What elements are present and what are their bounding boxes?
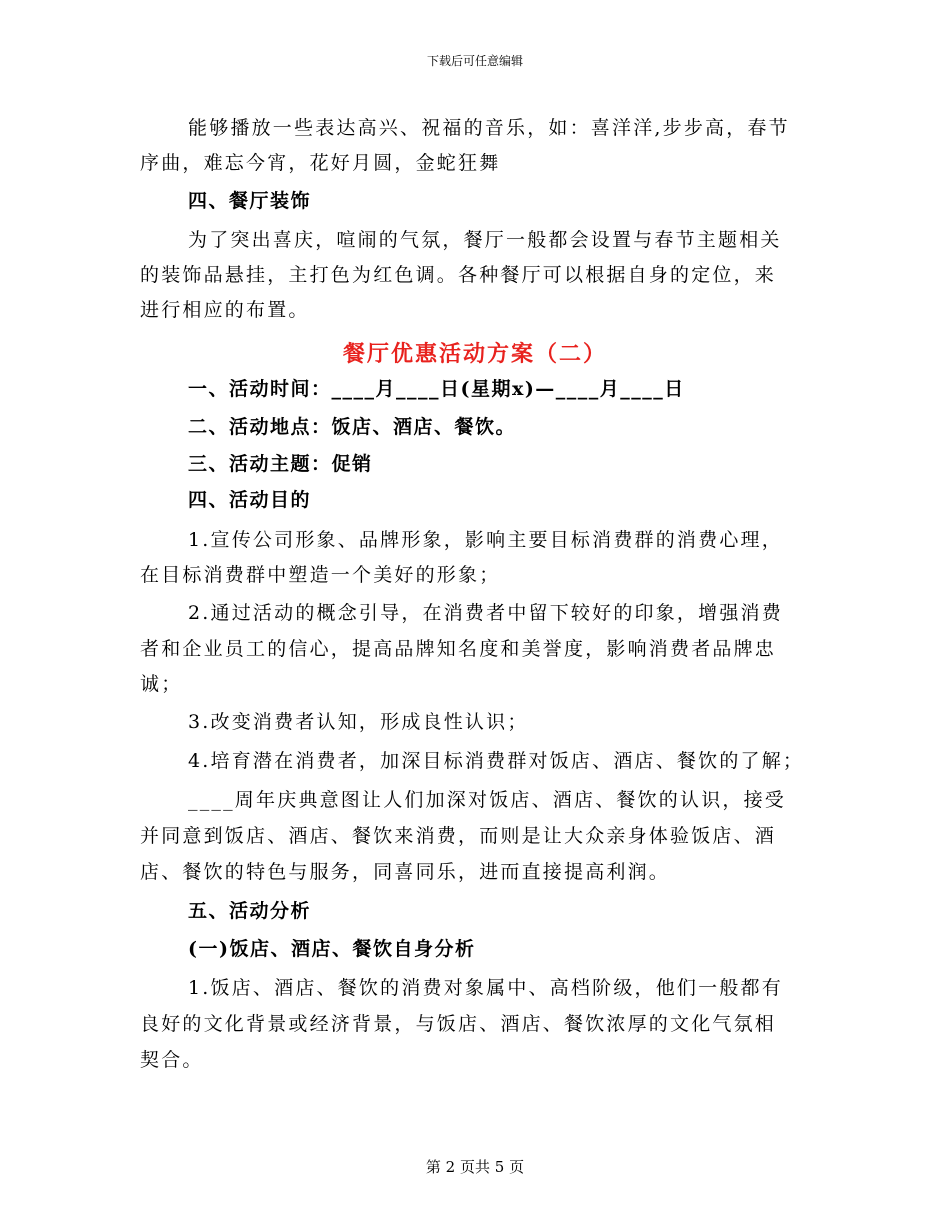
- text-line: 2.通过活动的概念引导，在消费者中留下较好的印象，增强消费: [188, 602, 783, 624]
- text-line: 的装饰品悬挂，主打色为红色调。各种餐厅可以根据自身的定位，来: [140, 264, 777, 286]
- text-line: 四、餐厅装饰: [188, 190, 312, 212]
- text-line: (一)饭店、酒店、餐饮自身分析: [188, 938, 476, 960]
- page-footer: 第 2 页共 5 页: [425, 1158, 525, 1176]
- page-header: 下载后可任意编辑: [426, 54, 523, 68]
- text-line: 3.改变消费者认知，形成良性认识；: [188, 711, 529, 733]
- text-line: 序曲，难忘今宵，花好月圆，金蛇狂舞: [140, 152, 501, 174]
- text-line: 1.饭店、酒店、餐饮的消费对象属中、高档阶级，他们一般都有: [188, 977, 783, 999]
- text-line: 四、活动目的: [188, 489, 312, 511]
- text-line: 契合。: [140, 1049, 204, 1071]
- text-line: 在目标消费群中塑造一个美好的形象；: [140, 564, 501, 586]
- text-line: 为了突出喜庆，喧闹的气氛，餐厅一般都会设置与春节主题相关: [188, 229, 782, 251]
- text-line: 进行相应的布置。: [140, 299, 310, 321]
- text-line: 能够播放一些表达高兴、祝福的音乐，如：喜洋洋,步步高，春节: [188, 117, 790, 139]
- text-line: 者和企业员工的信心，提高品牌知名度和美誉度，影响消费者品牌忠: [140, 638, 777, 660]
- text-line: 诚；: [140, 673, 183, 695]
- text-line: ____周年庆典意图让人们加深对饭店、酒店、餐饮的认识，接受: [188, 789, 787, 811]
- text-line: 4.培育潜在消费者，加深目标消费群对饭店、酒店、餐饮的了解；: [188, 750, 805, 772]
- text-line: 店、餐饮的特色与服务，同喜同乐，进而直接提高利润。: [140, 861, 671, 883]
- text-line: 并同意到饭店、酒店、餐饮来消费，而则是让大众亲身体验饭店、酒: [140, 825, 777, 847]
- text-line: 二、活动地点：饭店、酒店、餐饮。: [188, 416, 517, 438]
- text-line: 1.宣传公司形象、品牌形象，影响主要目标消费群的消费心理，: [188, 529, 783, 551]
- text-line: 五、活动分析: [188, 900, 312, 922]
- text-line: 良好的文化背景或经济背景，与饭店、酒店、餐饮浓厚的文化气氛相: [140, 1013, 777, 1035]
- text-line: 一、活动时间：____月____日(星期x)—____月____日: [188, 378, 685, 400]
- section-title: 餐厅优惠活动方案（二）: [342, 341, 607, 367]
- text-line: 三、活动主题：促销: [188, 453, 373, 475]
